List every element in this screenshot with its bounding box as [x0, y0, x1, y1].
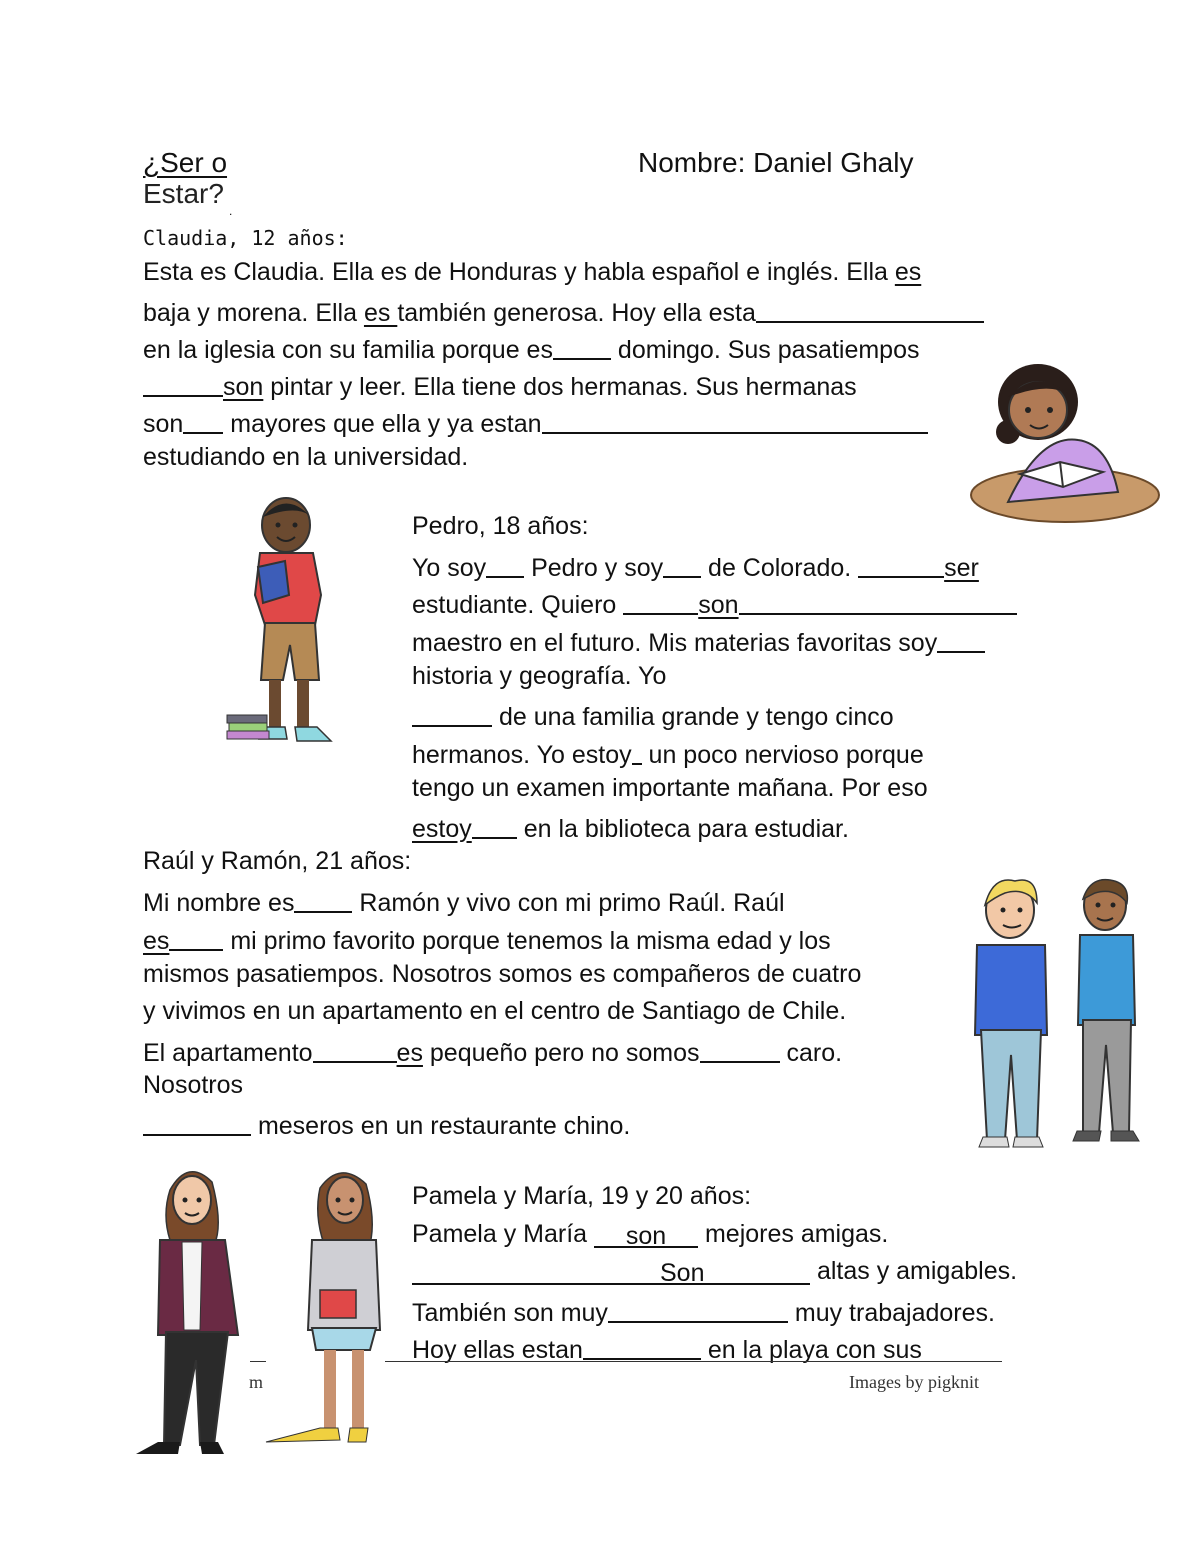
footer-rule-short [250, 1361, 266, 1362]
pedro-line-5: de una familia grande y tengo cinco [412, 701, 894, 730]
blank-line [608, 1299, 788, 1323]
pedro-line-6: hermanos. Yo estoy un poco nervioso porque [412, 741, 924, 769]
answer: son [223, 373, 264, 401]
claudia-heading: Claudia, 12 años: [143, 226, 348, 250]
blank-line [542, 410, 928, 434]
blank-line [594, 1224, 698, 1248]
blank-line [756, 299, 984, 323]
claudia-line-3: en la iglesia con su familia porque es domingo. Sus pasatiempos [143, 336, 920, 364]
answer: es [143, 927, 170, 955]
pedro-line-2: estudiante. Quiero son [412, 589, 1017, 618]
stray-dot: . [229, 204, 233, 218]
claudia-line-4: son pintar y leer. Ella tiene dos hermanas. Sus hermanas [143, 371, 857, 400]
raul-heading: Raúl y Ramón, 21 años: [143, 847, 412, 875]
blank-line [739, 591, 1017, 615]
raul-line-7: meseros en un restaurante chino. [143, 1110, 630, 1139]
pedro-line-4: historia y geografía. Yo [412, 662, 667, 690]
blank-line [412, 703, 492, 727]
pedro-illustration [225, 495, 335, 750]
raul-line-6: Nosotros [143, 1071, 244, 1099]
pamela-heading: Pamela y María, 19 y 20 años: [412, 1182, 752, 1210]
image-credit: Images by pigknit [849, 1372, 979, 1392]
pedro-heading: Pedro, 18 años: [412, 512, 589, 540]
blank-line [183, 410, 223, 434]
blank-line [553, 336, 611, 360]
pamela-line-4: Hoy ellas estan en la playa con sus [412, 1336, 922, 1364]
blank-line [313, 1039, 397, 1063]
footer-cut-text: m [249, 1372, 264, 1392]
blank-line [472, 815, 517, 839]
blank-line [858, 554, 944, 578]
claudia-line-1: Esta es Claudia. Ella es de Honduras y habla español e inglés. Ella es [143, 258, 922, 286]
claudia-line-6: estudiando en la universidad. [143, 443, 469, 471]
raul-line-2: es mi primo favorito porque tenemos la misma edad y los [143, 927, 831, 955]
blank-line [143, 1112, 251, 1136]
raul-line-3: mismos pasatiempos. Nosotros somos es compañeros de cuatro [143, 960, 862, 988]
pamela-line-3: También son muy muy trabajadores. [412, 1299, 995, 1327]
blank-line [623, 591, 698, 615]
blank-line [632, 741, 642, 765]
answer: son [625, 1222, 667, 1250]
blank-line [143, 373, 223, 397]
blank-line [663, 554, 701, 578]
raul-line-1: Mi nombre es Ramón y vivo con mi primo Raúl. Raúl [143, 889, 785, 917]
answer: Son [660, 1259, 705, 1287]
blank-line [700, 1039, 780, 1063]
title-cut-text: Estar? [143, 178, 224, 209]
blank-line [937, 629, 985, 653]
claudia-line-5: son mayores que ella y ya estan [143, 408, 928, 437]
blank-line [486, 554, 524, 578]
pedro-line-8: estoy en la biblioteca para estudiar. [412, 815, 849, 843]
raul-ramon-illustration [965, 875, 1155, 1160]
footer-rule [385, 1361, 1002, 1362]
pedro-line-7: tengo un examen importante mañana. Por eso [412, 774, 928, 802]
claudia-illustration [968, 362, 1163, 527]
blank-line [583, 1336, 701, 1360]
raul-line-4: y vivimos en un apartamento en el centro de Santiago de Chile. [143, 997, 847, 1025]
answer: es [363, 299, 398, 327]
answer: son [698, 591, 739, 619]
pedro-line-1: Yo soy Pedro y soy de Colorado. ser [412, 554, 979, 582]
blank-line [412, 1261, 810, 1285]
raul-line-5: El apartamento es pequeño pero no somos caro. [143, 1039, 843, 1067]
title-text: ¿Ser o [143, 147, 228, 178]
pedro-line-3: maestro en el futuro. Mis materias favoritas soy [412, 627, 985, 656]
blank-line [294, 889, 352, 913]
answer: es [894, 258, 922, 286]
pamela-maria-illustration [130, 1160, 390, 1460]
blank-line [169, 927, 223, 951]
claudia-line-2: baja y morena. Ella es también generosa. Hoy ella esta [143, 297, 984, 326]
pamela-line-1: Pamela y María son mejores amigas. [412, 1220, 889, 1250]
answer: es [396, 1039, 423, 1067]
answer: estoy [412, 815, 472, 843]
pamela-line-2: Son altas y amigables. [412, 1259, 1017, 1284]
worksheet-title [143, 147, 235, 179]
answer: ser [944, 554, 979, 582]
student-name: Nombre: Daniel Ghaly [638, 147, 914, 178]
